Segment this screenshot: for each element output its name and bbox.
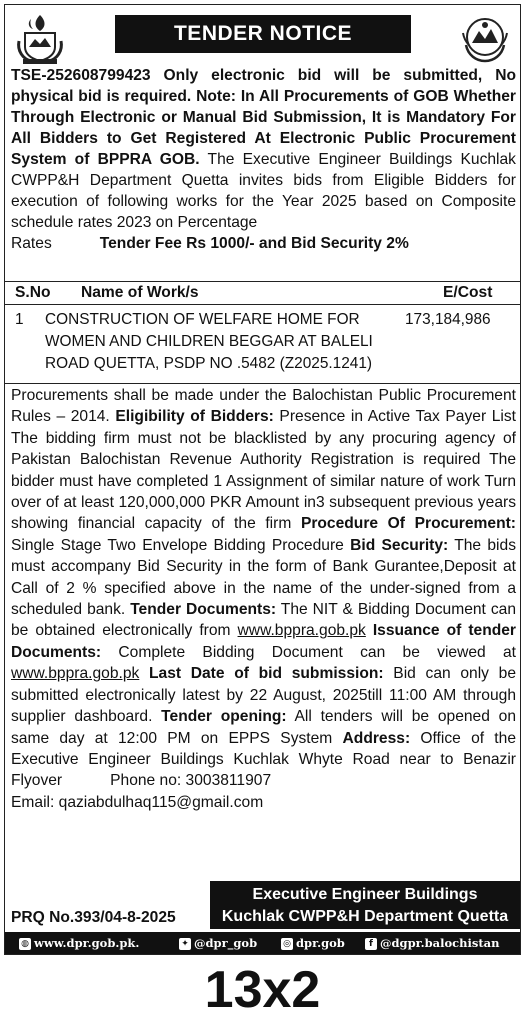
last-date-heading: Last Date of bid submission: (139, 665, 384, 683)
issuance-heading: Issuance of tender Documents: (11, 622, 516, 661)
dpr-emblem-icon (458, 11, 512, 65)
bid-security-heading: Bid Security: (350, 536, 449, 554)
balochistan-govt-emblem-icon (13, 11, 67, 65)
globe-icon: ◍ (19, 938, 31, 950)
office-line-1: Executive Engineer Buildings (252, 886, 478, 903)
office-line-2: Kuchlak CWPP&H Department Quetta (221, 908, 509, 925)
terms-paragraph (11, 385, 516, 813)
procedure-heading: Procedure Of Procurement: (300, 515, 516, 533)
table-row (5, 309, 520, 381)
tender-opening-text: All tenders will be opened on same day at 12:00 PM on EPPS System (11, 708, 516, 747)
instagram-icon: ◎ (281, 938, 293, 950)
row-estimated-cost: 173,184,986 (405, 311, 491, 328)
tender-documents-heading: Tender Documents: (130, 601, 277, 619)
eligibility-heading: Eligibility of Bidders: (115, 408, 274, 426)
tender-opening-heading: Tender opening: (161, 708, 287, 726)
instagram-item[interactable] (281, 932, 345, 954)
prq-number: PRQ No.393/04-8-2025 (11, 909, 176, 926)
tender-fee-text: Tender Fee Rs 1000/- and Bid Security 2% (99, 235, 409, 252)
web-text: www.dpr.gob.pk. (34, 936, 140, 950)
tender-documents-text: The NIT & Bidding Document can be obtained electronically from (11, 601, 516, 640)
row-work-name: CONSTRUCTION OF WELFARE HOME FOR WOMEN AND CHILDREN BEGGAR AT BALELI ROAD QUETTA, PSDP NO .5482 (Z2025.1241) (45, 311, 373, 372)
issuance-text: Complete Bidding Document can be viewed at (101, 643, 516, 661)
last-date-text: Bid can only be submitted electronically latest by 22 August, 2025till 11:00 AM through supplier dashboard. (11, 665, 517, 726)
phone-text: Phone no: 3003811907 (110, 772, 272, 790)
address-text: Office of the Executive Engineer Buildings Kuchlak Whyte Road near to Benazir Flyover (11, 729, 516, 790)
col-sno-header: S.No (15, 284, 51, 301)
fee-line (11, 233, 516, 254)
twitter-item[interactable] (179, 932, 257, 954)
web-item[interactable] (19, 932, 139, 954)
bppra-link-1[interactable]: www.bppra.gob.pk (237, 622, 366, 640)
works-table-header (5, 281, 520, 305)
ad-size-label: 13x2 (204, 961, 321, 1019)
twitter-icon: ✦ (179, 938, 191, 950)
page-title: TENDER NOTICE (115, 15, 411, 53)
table-divider (5, 383, 520, 384)
procedure-text: Single Stage Two Envelope Bidding Procedure (11, 536, 351, 554)
bid-security-text: The bids must accompany Bid Security in the form of Bank Gurantee,Deposit at Call of 2 % specified above in the name of the under-signed from a scheduled bank. (11, 536, 516, 619)
col-work-header: Name of Work/s (81, 284, 199, 301)
intro-bold-text: TSE-252608799423 Only electronic bid will be submitted, No physical bid is required. Note: In All Procurements of GOB Whether Through Electronic or Manual Bid Submission, It is Mandatory For All Bidders to Get Registered At Electronic Public Procurement System of BPPRA GOB. (11, 67, 516, 168)
facebook-icon: f (365, 938, 377, 950)
social-bar (5, 932, 520, 954)
facebook-item[interactable] (365, 932, 500, 954)
email-text: Email: qaziabdulhaq115@gmail.com (11, 793, 264, 811)
rates-word: Rates (11, 235, 52, 252)
eligibility-text: Presence in Active Tax Payer List The bidding firm must not be blacklisted by any procuring agency of Pakistan Balochistan Revenue Authority Registration is required The bidder must have completed 1 Assignment of similar nature of work Turn over of at least 120,000,000 PKR Amount in3 subsequent previous years showing financial capacity of the firm (11, 408, 516, 533)
facebook-text: @dgpr.balochistan (380, 936, 500, 950)
intro-text: The Executive Engineer Buildings Kuchlak CWPP&H Department Quetta invites bids from Eligible Bidders for execution of following works for the Year 2025 based on Composite schedule rates 2023 on Percentage (11, 151, 516, 231)
address-heading: Address: (342, 729, 411, 747)
tender-notice-ad (4, 4, 521, 955)
row-sno: 1 (15, 311, 24, 328)
twitter-text: @dpr_gob (194, 936, 258, 950)
bppra-link-2[interactable]: www.bppra.gob.pk (11, 665, 140, 683)
col-cost-header: E/Cost (443, 284, 493, 301)
intro-paragraph (11, 65, 516, 254)
office-signature-block (210, 881, 520, 929)
procurement-rules-text: Procurements shall be made under the Balochistan Public Procurement Rules – 2014. (11, 387, 516, 426)
instagram-text: dpr.gob (296, 936, 345, 950)
